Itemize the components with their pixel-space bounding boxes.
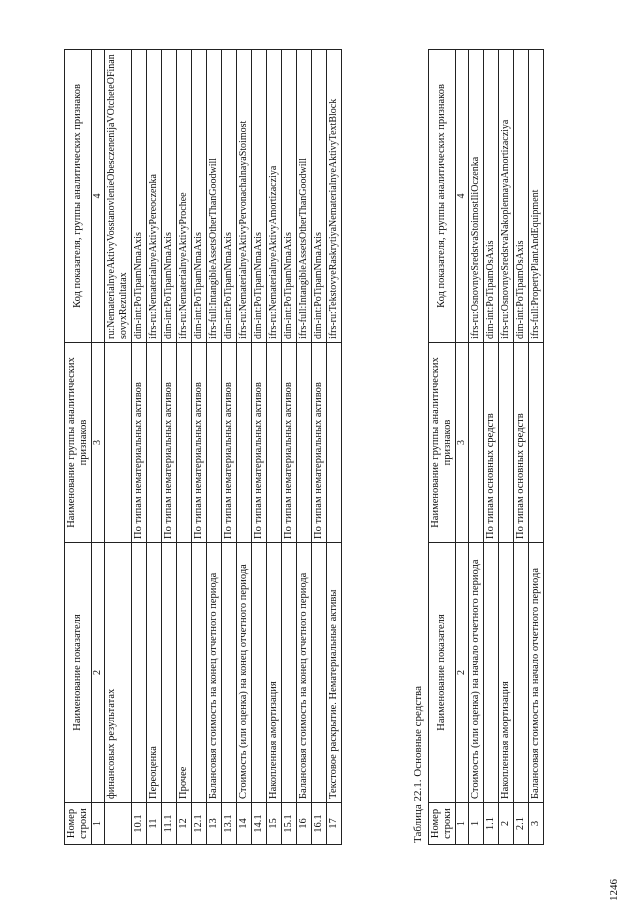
code-cell: dim-int:PoTipamNmaAxis [312,50,327,343]
code-cell: dim-int:PoTipamNmaAxis [252,50,267,343]
table-row [207,50,222,845]
table-row [147,50,162,845]
indicator-name-cell: Стоимость (или оценка) на начало отчетного периода [469,543,484,803]
code-cell: ifrs-ru:NematerialnyeAktivyProchee [177,50,192,343]
code-cell: dim-int:PoTipamOsAxis [484,50,499,343]
group-name-cell: По типам нематериальных активов [192,343,207,543]
row-number-cell: 2.1 [514,803,529,845]
group-name-cell [147,343,162,543]
group-name-cell [297,343,312,543]
table-row [327,50,342,845]
group-name-cell [237,343,252,543]
code-cell: dim-int:PoTipamOsAxis [514,50,529,343]
code-cell: dim-int:PoTipamNmaAxis [132,50,147,343]
indicator-name-cell: Прочее [177,543,192,803]
index-cell: 3 [92,343,105,543]
index-row [456,50,469,845]
row-number-cell [105,803,132,845]
row-number-cell: 13 [207,803,222,845]
indicator-name-cell [192,543,207,803]
code-cell: ifrs-ru:OsnovnyeSredstvaStoimostIliOczenka [469,50,484,343]
header-cell: Наименование группы аналитических признаков [429,343,456,543]
table-caption: Таблица 22.1. Основные средства [412,686,424,843]
code-cell: ifrs-full:IntangibleAssetsOtherThanGoodwill [297,50,312,343]
indicator-name-cell: Накопленная амортизация [499,543,514,803]
row-number-cell: 12.1 [192,803,207,845]
indicator-name-cell [312,543,327,803]
index-cell: 3 [456,343,469,543]
header-cell: Код показателя, группы аналитических признаков [429,50,456,343]
index-cell: 4 [456,50,469,343]
code-cell: ru:NematerialnyeAktivyVosstanovlenieObesczenenijaVOtcheteOFinansovyxRezultatax [105,50,132,343]
index-row [92,50,105,845]
table-row [162,50,177,845]
header-cell: Наименование группы аналитических признаков [65,343,92,543]
index-cell: 4 [92,50,105,343]
indicator-name-cell: Накопленная амортизация [267,543,282,803]
row-number-cell: 11.1 [162,803,177,845]
row-number-cell: 16 [297,803,312,845]
table-row [469,50,484,845]
table-row [267,50,282,845]
indicator-name-cell [514,543,529,803]
main-table [64,49,342,845]
indicator-name-cell [282,543,297,803]
page-number: 1246 [608,879,620,901]
indicator-name-cell: финансовых результатах [105,543,132,803]
group-name-cell: По типам основных средств [514,343,529,543]
group-name-cell [207,343,222,543]
header-cell: Код показателя, группы аналитических признаков [65,50,92,343]
indicator-name-cell: Текстовое раскрытие. Нематериальные активы [327,543,342,803]
code-cell: ifrs-ru:TekstovyeRaskrytiyaNematerialnyeAktivyTextBlock [327,50,342,343]
indicator-name-cell [162,543,177,803]
group-name-cell: По типам нематериальных активов [312,343,327,543]
row-number-cell: 15.1 [282,803,297,845]
header-cell: Наименование показателя [429,543,456,803]
group-name-cell [499,343,514,543]
group-name-cell [469,343,484,543]
table-row [132,50,147,845]
table-row [177,50,192,845]
code-cell: dim-int:PoTipamNmaAxis [222,50,237,343]
code-cell: ifrs-ru:OsnovnyeSredstvaNakoplennayaAmortizacziya [499,50,514,343]
row-number-cell: 1.1 [484,803,499,845]
table-row [192,50,207,845]
table-row [312,50,327,845]
indicator-name-cell [222,543,237,803]
group-name-cell: По типам нематериальных активов [162,343,177,543]
code-cell: ifrs-ru:NematerialnyeAktivyPereoczenka [147,50,162,343]
group-name-cell: По типам основных средств [484,343,499,543]
code-cell: ifrs-ru:NematerialnyeAktivyPervonachalnayaStoimost [237,50,252,343]
indicator-name-cell: Балансовая стоимость на конец отчетного периода [207,543,222,803]
table-header-row [65,50,92,845]
row-number-cell: 12 [177,803,192,845]
table-row [105,50,132,845]
group-name-cell: По типам нематериальных активов [252,343,267,543]
indicator-name-cell [484,543,499,803]
row-number-cell: 2 [499,803,514,845]
table-row [514,50,529,845]
header-cell: Номер строки [429,803,456,845]
second-table [428,49,544,845]
code-cell: ifrs-full:IntangibleAssetsOtherThanGoodwill [207,50,222,343]
row-number-cell: 14 [237,803,252,845]
index-cell: 1 [92,803,105,845]
header-cell: Номер строки [65,803,92,845]
row-number-cell: 3 [529,803,544,845]
row-number-cell: 1 [469,803,484,845]
indicator-name-cell: Балансовая стоимость на начало отчетного периода [529,543,544,803]
table-row [237,50,252,845]
index-cell: 1 [456,803,469,845]
group-name-cell [529,343,544,543]
indicator-name-cell: Переоценка [147,543,162,803]
group-name-cell [267,343,282,543]
group-name-cell: По типам нематериальных активов [282,343,297,543]
table-row [282,50,297,845]
indicator-name-cell [252,543,267,803]
row-number-cell: 14.1 [252,803,267,845]
code-cell: dim-int:PoTipamNmaAxis [282,50,297,343]
group-name-cell [177,343,192,543]
row-number-cell: 11 [147,803,162,845]
table-row [252,50,267,845]
index-cell: 2 [456,543,469,803]
row-number-cell: 17 [327,803,342,845]
row-number-cell: 15 [267,803,282,845]
header-cell: Наименование показателя [65,543,92,803]
table-row [499,50,514,845]
indicator-name-cell: Стоимость (или оценка) на конец отчетного периода [237,543,252,803]
row-number-cell: 13.1 [222,803,237,845]
code-cell: dim-int:PoTipamNmaAxis [192,50,207,343]
code-cell: ifrs-full:PropertyPlantAndEquipment [529,50,544,343]
table-row [297,50,312,845]
code-cell: dim-int:PoTipamNmaAxis [162,50,177,343]
code-cell: ifrs-ru:NematerialnyeAktivyAmortizacziya [267,50,282,343]
row-number-cell: 10.1 [132,803,147,845]
row-number-cell: 16.1 [312,803,327,845]
table-row [484,50,499,845]
group-name-cell: По типам нематериальных активов [222,343,237,543]
indicator-name-cell [132,543,147,803]
group-name-cell [105,343,132,543]
indicator-name-cell: Балансовая стоимость на конец отчетного периода [297,543,312,803]
table-header-row [429,50,456,845]
table-row [222,50,237,845]
group-name-cell [327,343,342,543]
group-name-cell: По типам нематериальных активов [132,343,147,543]
index-cell: 2 [92,543,105,803]
table-row [529,50,544,845]
